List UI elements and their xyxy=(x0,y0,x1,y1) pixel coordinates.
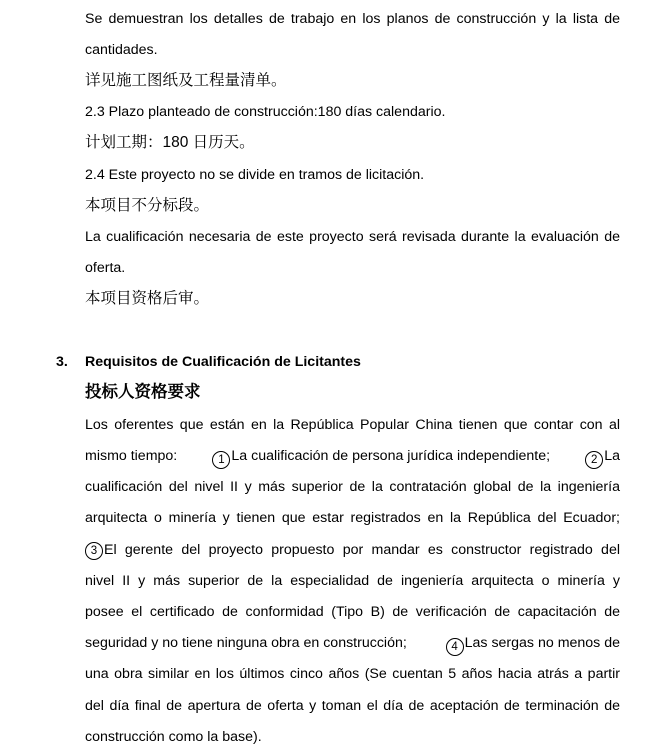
paragraph-line xyxy=(85,633,620,656)
section-title: Requisitos de Cualificación de Licitantes xyxy=(85,354,361,370)
paragraph-line-chinese: 本项目资格后审。 xyxy=(85,290,210,307)
text-run xyxy=(585,446,620,469)
paragraph-line: oferta. xyxy=(85,260,126,276)
text-run: El gerente del proyecto propuesto por mandar es constructor registrado del xyxy=(104,542,620,558)
paragraph-line: cantidades. xyxy=(85,42,158,58)
paragraph-line-chinese: 本项目不分标段。 xyxy=(85,197,210,214)
paragraph-line xyxy=(85,446,620,469)
section-title-chinese: 投标人资格要求 xyxy=(85,383,201,401)
circled-number-3: 3 xyxy=(85,542,103,560)
text-run: mismo tiempo: xyxy=(85,448,178,464)
circled-number-1: 1 xyxy=(212,451,230,469)
paragraph-line: 2.3 Plazo planteado de construcción:180 días calendario. xyxy=(85,104,446,120)
circled-number-2: 2 xyxy=(585,451,603,469)
paragraph-line: arquitecta o minería y tienen que estar registrados en la República del Ecuador; xyxy=(85,510,620,526)
text-run: La xyxy=(604,448,620,464)
paragraph-line: Los oferentes que están en la República Popular China tienen que contar con al xyxy=(85,417,620,433)
section-number: 3. xyxy=(56,354,68,370)
text-run: La cualificación de persona jurídica independiente; xyxy=(231,448,551,464)
paragraph-line: cualificación del nivel II y más superior de la contratación global de la ingeniería xyxy=(85,479,620,495)
paragraph-line: nivel II y más superior de la especialidad de ingeniería arquitecta o minería y xyxy=(85,573,620,589)
paragraph-line: del día final de apertura de oferta y toman el día de aceptación de terminación de xyxy=(85,698,620,714)
paragraph-line: 2.4 Este proyecto no se divide en tramos de licitación. xyxy=(85,167,425,183)
paragraph-line: una obra similar en los últimos cinco años (Se cuentan 5 años hacia atrás a partir xyxy=(85,666,620,682)
paragraph-line-chinese: 计划工期：180 日历天。 xyxy=(85,134,255,151)
circled-number-4: 4 xyxy=(446,638,464,656)
paragraph-line: La cualificación necesaria de este proyecto será revisada durante la evaluación de xyxy=(85,229,620,245)
paragraph-line: Se demuestran los detalles de trabajo en los planos de construcción y la lista de xyxy=(85,11,620,27)
paragraph-line: construcción como la base). xyxy=(85,729,262,745)
paragraph-line xyxy=(85,540,620,560)
text-run: seguridad y no tiene ninguna obra en construcción; xyxy=(85,635,407,651)
text-run xyxy=(446,633,620,656)
text-run xyxy=(212,446,550,469)
paragraph-line: posee el certificado de conformidad (Tipo B) de verificación de capacitación de xyxy=(85,604,620,620)
text-run: Las sergas no menos de xyxy=(464,635,620,651)
paragraph-line-chinese: 详见施工图纸及工程量清单。 xyxy=(85,72,287,89)
